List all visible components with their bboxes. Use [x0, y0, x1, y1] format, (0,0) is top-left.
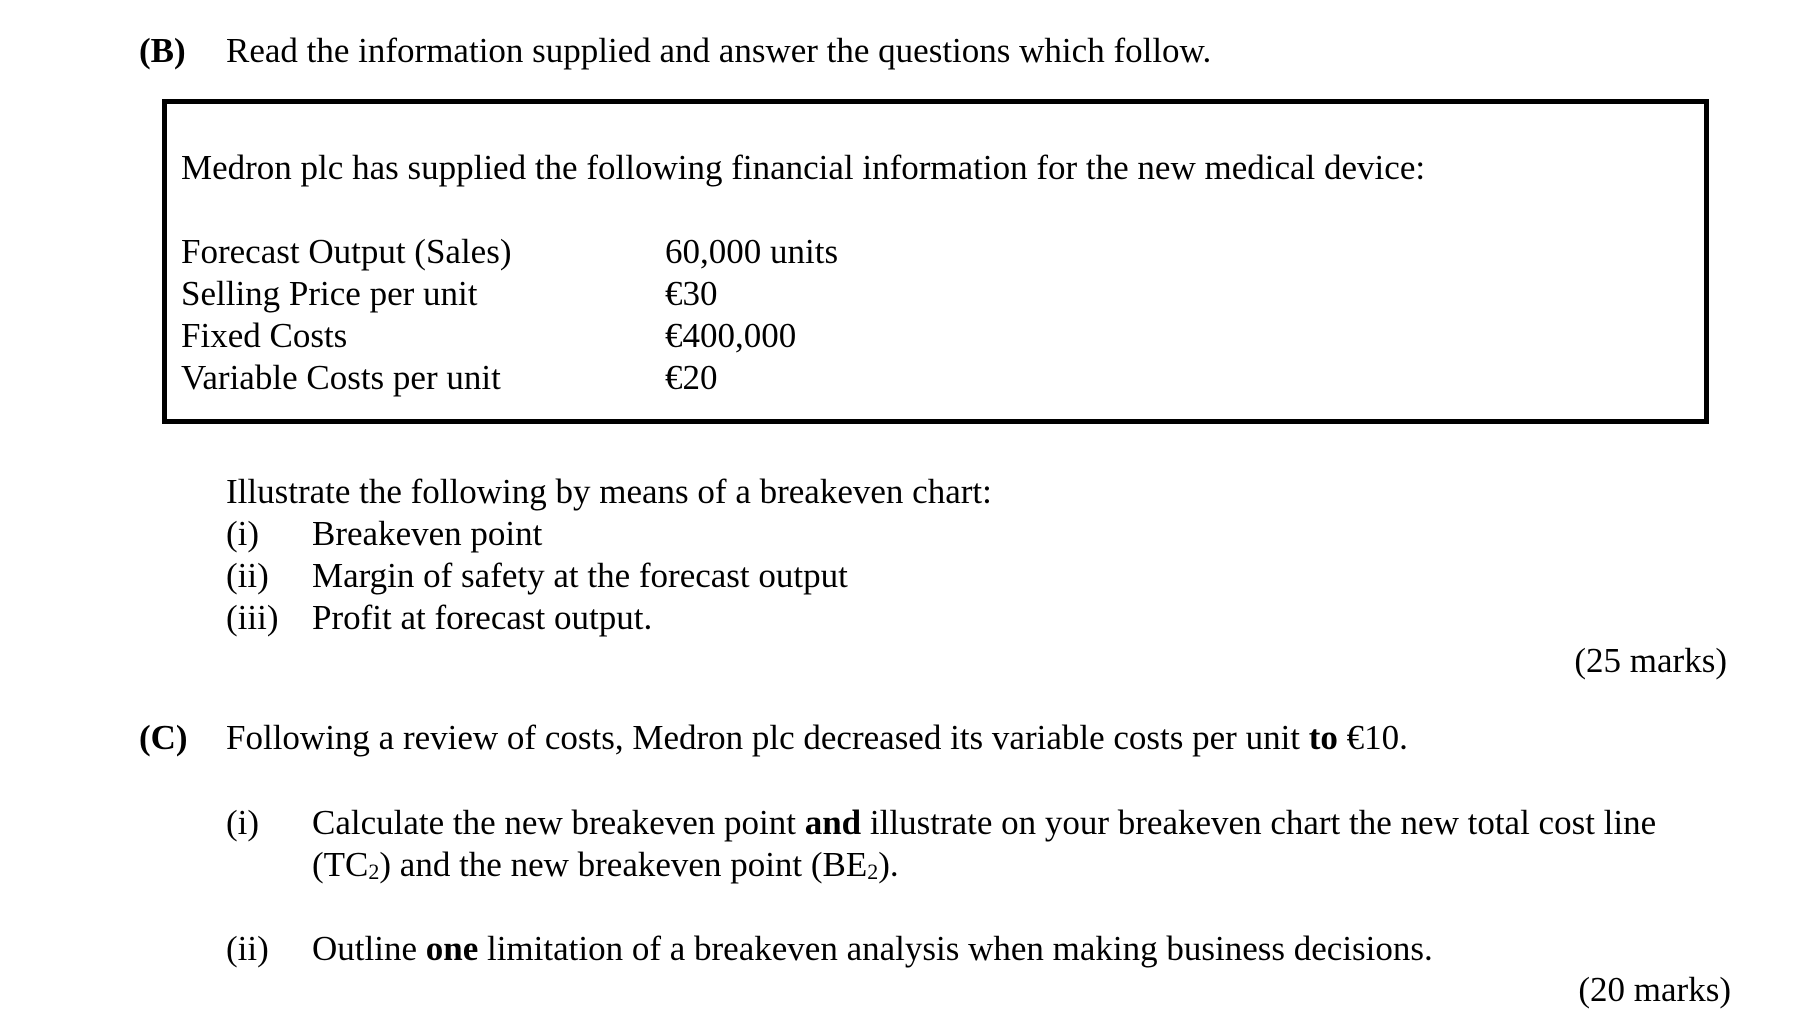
section-b-instruction: Read the information supplied and answer the questions which follow.	[226, 31, 1212, 70]
task-num-ii: (ii)	[226, 556, 269, 595]
section-c-intro-end: €10.	[1337, 718, 1408, 757]
question-c-ii-text	[312, 931, 1433, 966]
be-label: ) and the new breakeven point (BE	[379, 845, 868, 884]
section-c-label: (C)	[139, 718, 188, 757]
task-num-i: (i)	[226, 514, 260, 553]
section-c-intro	[226, 720, 1408, 755]
tc-subscript: 2	[368, 859, 380, 884]
question-c-ii-text-b: limitation of a breakeven analysis when making business decisions.	[478, 929, 1433, 968]
question-c-i-line2	[312, 847, 899, 882]
section-b-label: (B)	[139, 31, 186, 70]
task-num-iii: (iii)	[226, 598, 279, 637]
row-value-fixed-costs: €400,000	[665, 316, 797, 355]
section-c-intro-text: Following a review of costs, Medron plc decreased its variable costs per unit	[226, 718, 1309, 757]
row-value-forecast-output: 60,000 units	[665, 232, 839, 271]
task-text-breakeven-point: Breakeven point	[312, 514, 543, 553]
section-c-intro-bold: to	[1308, 718, 1338, 757]
row-value-variable-costs: €20	[665, 358, 718, 397]
task-text-margin-of-safety: Margin of safety at the forecast output	[312, 556, 848, 595]
question-c-ii-num: (ii)	[226, 929, 269, 968]
question-c-i-bold: and	[804, 803, 862, 842]
tc-label: (TC	[312, 845, 369, 884]
question-c-i-line1	[312, 805, 1656, 840]
be-subscript: 2	[867, 859, 879, 884]
section-b-marks: (25 marks)	[1574, 641, 1727, 680]
question-c-ii-text-a: Outline	[312, 929, 426, 968]
row-label-fixed-costs: Fixed Costs	[181, 316, 348, 355]
question-c-i-text-a: Calculate the new breakeven point	[312, 803, 805, 842]
task-text-profit: Profit at forecast output.	[312, 598, 653, 637]
question-c-i-text-b: illustrate on your breakeven chart the new total cost line	[861, 803, 1657, 842]
row-value-selling-price: €30	[665, 274, 718, 313]
row-label-selling-price: Selling Price per unit	[181, 274, 478, 313]
question-c-ii-bold: one	[425, 929, 479, 968]
row-label-variable-costs: Variable Costs per unit	[181, 358, 501, 397]
question-c-i-num: (i)	[226, 803, 260, 842]
question-c-i-end: ).	[878, 845, 899, 884]
info-box-intro: Medron plc has supplied the following financial information for the new medical device:	[181, 148, 1426, 187]
section-c-marks: (20 marks)	[1578, 970, 1731, 1009]
task-intro: Illustrate the following by means of a breakeven chart:	[226, 472, 992, 511]
row-label-forecast-output: Forecast Output (Sales)	[181, 232, 512, 271]
